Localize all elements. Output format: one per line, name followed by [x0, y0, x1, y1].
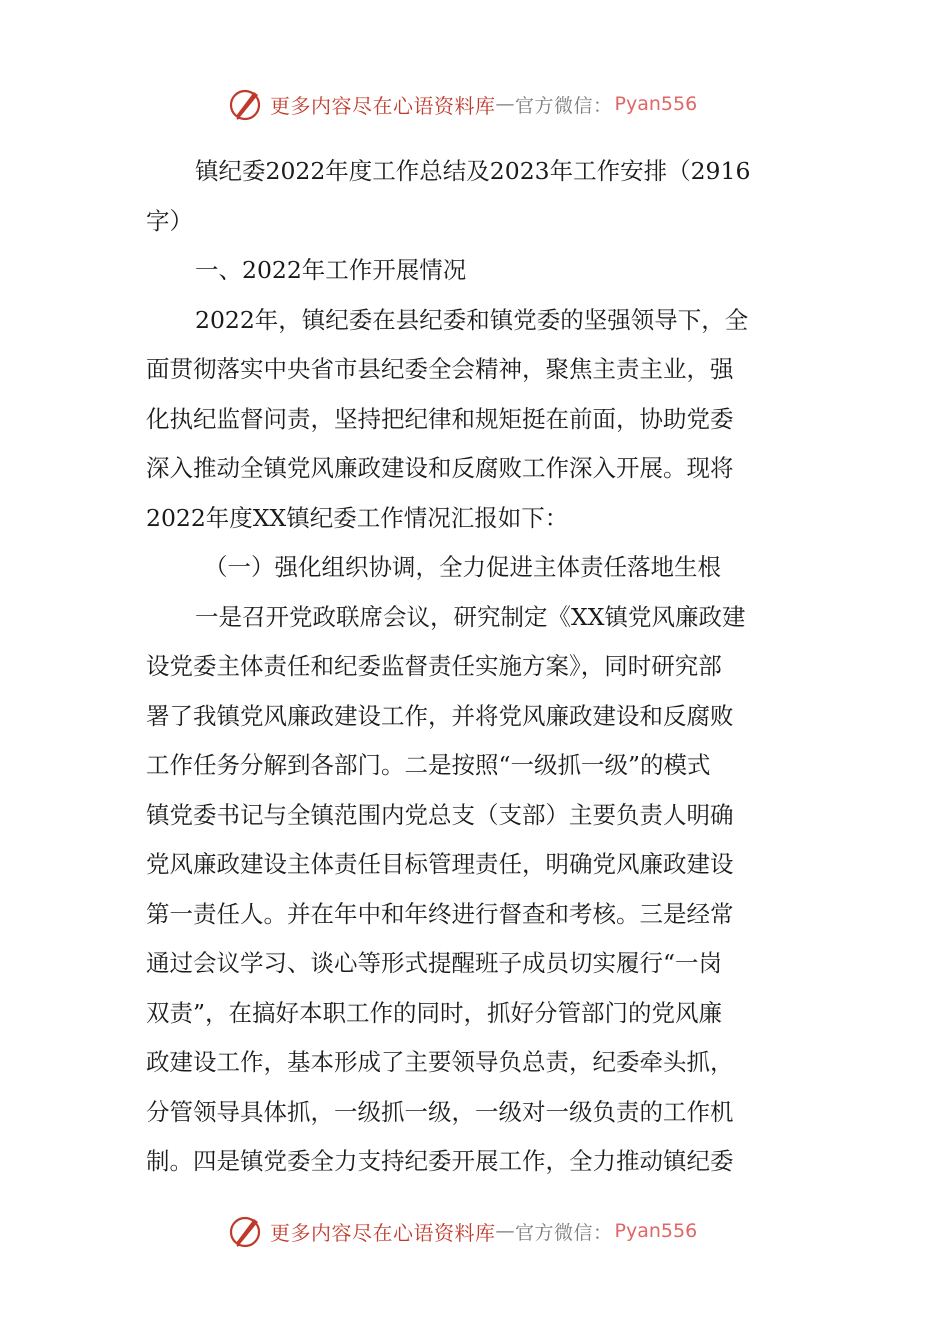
paragraph-line: 党风廉政建设主体责任目标管理责任，明确党风廉政建设	[146, 850, 734, 878]
banner-wechat-id: Pyan556	[614, 1220, 698, 1242]
document-body	[146, 147, 806, 1187]
paragraph-line: 2022年度XX镇纪委工作情况汇报如下：	[146, 503, 569, 532]
doc-title-line-1: 镇纪委2022年度工作总结及2023年工作安排（2916	[195, 157, 751, 185]
banner-dash: —	[495, 1220, 515, 1242]
quill-logo-icon	[228, 86, 264, 122]
paragraph-line: 政建设工作，基本形成了主要领导负总责，纪委牵头抓，	[146, 1048, 734, 1076]
paragraph-line: 工作任务分解到各部门。二是按照“一级抓一级”的模式	[146, 751, 711, 779]
banner-wechat-id: Pyan556	[614, 93, 698, 115]
paragraph-line: 通过会议学习、谈心等形式提醒班子成员切实履行“一岗	[146, 949, 723, 977]
paragraph-line: 署了我镇党风廉政建设工作，并将党风廉政建设和反腐败	[146, 701, 734, 730]
paragraph-line: 分管领导具体抓，一级抓一级，一级对一级负责的工作机	[146, 1097, 734, 1126]
paragraph-line: 深入推动全镇党风廉政建设和反腐败工作深入开展。现将	[146, 454, 734, 482]
paragraph-line: 制。四是镇党委全力支持纪委开展工作，全力推动镇纪委	[146, 1147, 734, 1175]
banner-wechat-label: 官方微信：	[515, 1221, 613, 1244]
banner-wechat-label: 官方微信：	[515, 94, 613, 117]
banner-title: 更多内容尽在心语资料库	[270, 93, 496, 118]
paragraph-line: 一是召开党政联席会议，研究制定《XX镇党风廉政建	[195, 602, 746, 631]
doc-title-line-2: 字）	[146, 206, 193, 235]
banner-title: 更多内容尽在心语资料库	[270, 1220, 496, 1245]
paragraph-line: 第一责任人。并在年中和年终进行督查和考核。三是经常	[146, 899, 734, 928]
paragraph-line: 镇党委书记与全镇范围内党总支（支部）主要负责人明确	[146, 800, 734, 829]
paragraph-line: 设党委主体责任和纪委监督责任实施方案》，同时研究部	[146, 652, 722, 680]
paragraph-line: 双责”，在搞好本职工作的同时，抓好分管部门的党风廉	[146, 998, 723, 1027]
paragraph-line: 面贯彻落实中央省市县纪委全会精神，聚焦主责主业，强	[146, 355, 734, 383]
footer-banner	[0, 1209, 950, 1253]
paragraph-line: 2022年，镇纪委在县纪委和镇党委的坚强领导下，全	[195, 305, 749, 334]
banner-dash: —	[495, 93, 515, 115]
subsection-heading: （一）强化组织协调，全力促进主体责任落地生根	[204, 553, 721, 581]
quill-logo-icon	[228, 1213, 264, 1249]
header-banner	[0, 82, 950, 126]
paragraph-line: 化执纪监督问责，坚持把纪律和规矩挺在前面，协助党委	[146, 404, 734, 433]
section-heading: 一、2022年工作开展情况	[195, 256, 467, 284]
